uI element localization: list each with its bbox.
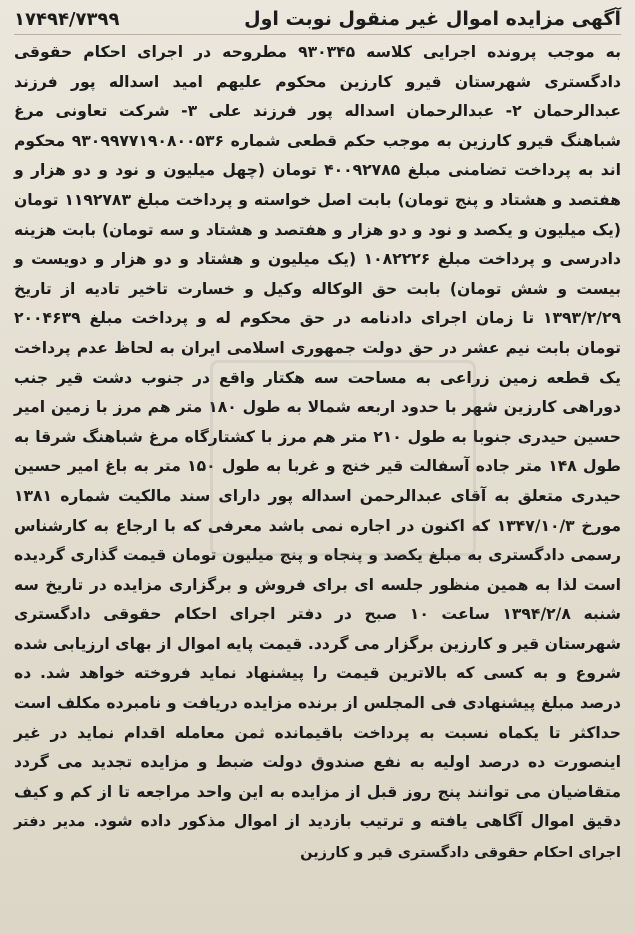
notice-body-text: به موجب پرونده اجرایی کلاسه ۹۳۰۳۴۵ مطروحه در اجرای احکام حقوقی دادگستری شهرستان قیرو کارزین محکوم علیهم امید اسداله پور فرزند عبدالرحمان ۲- عبدالرحمان اسداله پور فرزند علی ۳- شرکت تعاونی مرغ شباهنگ قیرو کارزین به موجب حکم قطعی شماره ۹۳۰۹۹۷۷۱۹۰۸۰۰۵۳۶ محکوم اند به پرداخت تضامنی مبلغ ۴۰۰۹۲۷۸۵ تومان (چهل میلیون و نود و دو هزار و هفتصد و هشتاد و پنج تومان) بابت اصل خواسته و پرداخت مبلغ ۱۱۹۲۷۸۳ تومان (یک میلیون و یکصد و نود و دو هزار و هفتصد و هشتاد و سه تومان) بابت هزینه دادرسی و پرداخت مبلغ ۱۰۸۲۲۲۶ (یک میلیون و هشتاد و دو هزار و دویست و بیست و شش تومان) بابت حق الوکاله وکیل و خسارت تاخیر تادیه از تاریخ ۱۳۹۳/۲/۲۹ تا زمان اجرای دادنامه در حق محکوم له و پرداخت مبلغ ۲۰۰۴۶۳۹ تومان بابت نیم عشر در حق دولت جمهوری اسلامی ایران به لحاظ عدم پرداخت یک قطعه زمین زراعی به مساحت سه هکتار واقع در جنوب دشت قیر جنب دوراهی کارزین شهر با حدود اربعه شمالا به طول ۱۸۰ متر هم مرز با زمین امیر حسین حیدری جنوبا به طول ۲۱۰ متر هم مرز با کشتارگاه مرغ شباهنگ شرقا به طول ۱۴۸ متر جاده آسفالت قیر خنج و غربا به طول ۱۵۰ متر به باغ امیر حسین حیدری متعلق به آقای عبدالرحمن اسداله پور دارای سند مالکیت شماره ۱۳۸۱ مورخ ۱۳۴۷/۱۰/۳ که اکنون در اجاره نمی باشد معرفی که با ارجاع به کارشناس رسمی دادگستری به مبلغ یکصد و پنجاه و پنج میلیون تومان قیمت گذاری گردیده است لذا به همین منظور جلسه ای برای فروش و برگزاری مزایده در تاریخ سه شنبه ۱۳۹۴/۲/۸ ساعت ۱۰ صبح در دفتر اجرای احکام حقوقی دادگستری شهرستان قیر و کارزین برگزار می گردد. قیمت پایه اموال از بهای ارزیابی شده شروع و به کسی که بالاترین قیمت را پیشنهاد نماید فروخته خواهد شد. ده درصد مبلغ پیشنهادی فی المجلس از برنده مزایده دریافت و نامبرده مکلف است حداکثر تا یکماه نسبت به پرداخت باقیمانده ثمن معامله اقدام نماید در غیر اینصورت ده درصد اولیه به نفع صندوق دولت ضبط و مزایده تجدید می گردد متقاضیان می توانند پنج روز قبل از مزایده به این واحد مراجعه تا از کم و کیف دقیق اموال آگاهی یافته و ترتیب بازدید از اموال مذکور داده شود. (14, 43, 622, 831)
notice-header (14, 8, 621, 35)
notice-body (14, 38, 621, 869)
notice-signature: مدیر دفتر اجرای احکام حقوقی دادگستری قیر و کارزین (14, 814, 621, 862)
notice-title: آگهی مزایده اموال غیر منقول نوبت اول (244, 8, 621, 30)
notice-number: ۱۷۴۹۴/۷۳۹۹ (14, 9, 120, 30)
